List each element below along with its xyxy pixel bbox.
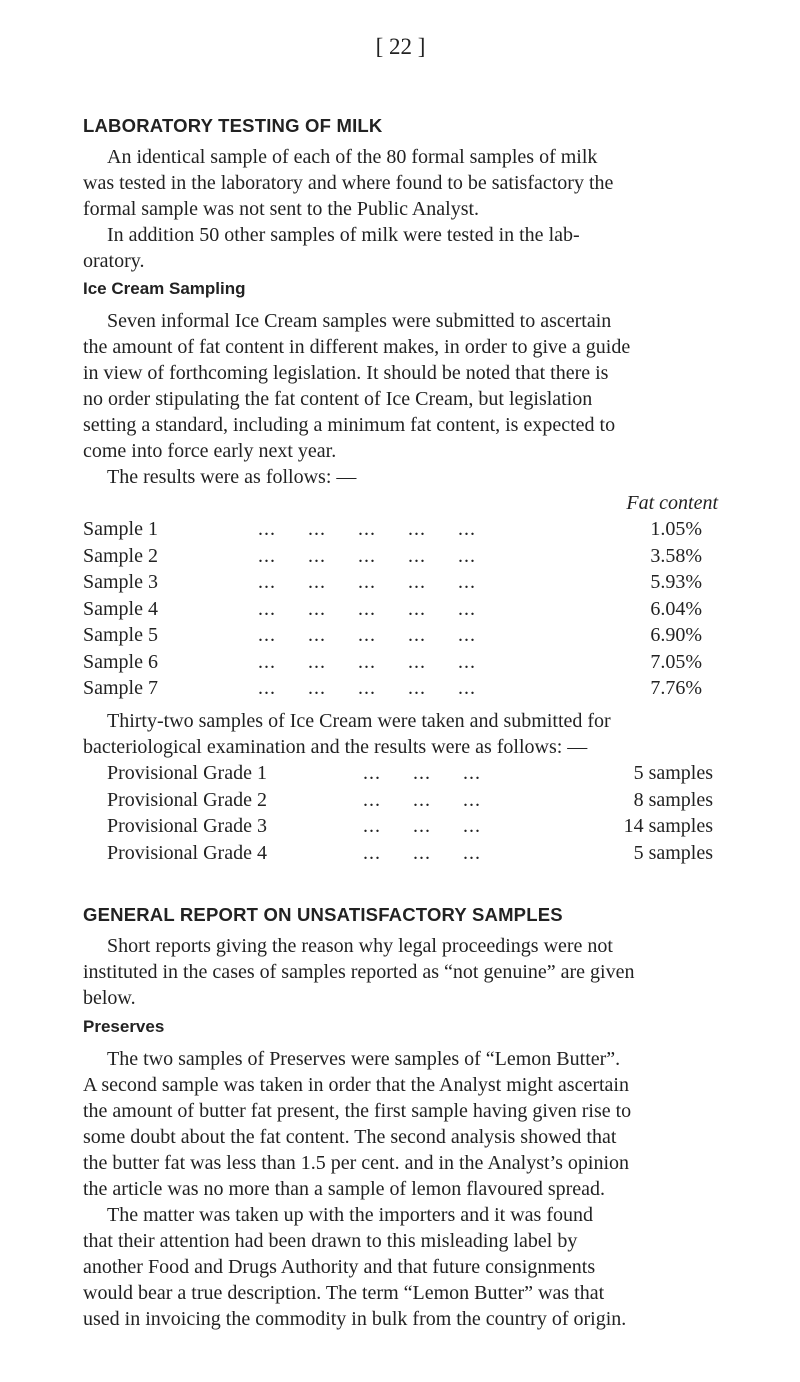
leader-dots: ... ... ... ... ... bbox=[258, 677, 476, 699]
fat-value: 6.04% bbox=[650, 597, 702, 620]
grade-label: Provisional Grade 4 bbox=[107, 841, 267, 864]
table-row bbox=[83, 622, 718, 649]
text-line: no order stipulating the fat content of Ice Cream, but legislation bbox=[83, 388, 593, 410]
text-line: the amount of butter fat present, the first sample having given rise to bbox=[83, 1100, 632, 1122]
fat-content-table bbox=[83, 516, 718, 702]
text-line: Seven informal Ice Cream samples were submitted to ascertain bbox=[107, 310, 612, 332]
fat-value: 6.90% bbox=[650, 624, 702, 646]
text-line: was tested in the laboratory and where found to be satisfactory the bbox=[83, 172, 614, 194]
table-row bbox=[83, 516, 718, 543]
text-line: The two samples of Preserves were samples of “Lemon Butter”. bbox=[107, 1048, 621, 1070]
heading-laboratory-testing: LABORATORY TESTING OF MILK bbox=[83, 115, 383, 136]
fat-content-header bbox=[83, 492, 718, 518]
text-line: the amount of fat content in different makes, in order to give a guide bbox=[83, 336, 631, 358]
text-line: would bear a true description. The term “Lemon Butter” was that bbox=[83, 1282, 605, 1304]
text-line: below. bbox=[83, 987, 136, 1009]
grade-label: Provisional Grade 3 bbox=[107, 815, 267, 837]
sample-label: Sample 5 bbox=[83, 624, 158, 646]
table-row bbox=[83, 543, 718, 570]
leader-dots: ... ... ... bbox=[363, 788, 481, 811]
leader-dots: ... ... ... ... ... bbox=[258, 650, 476, 673]
leader-dots: ... ... ... bbox=[363, 815, 481, 837]
fat-value: 3.58% bbox=[650, 544, 702, 567]
text-line: instituted in the cases of samples reported as “not genuine” are given bbox=[83, 961, 635, 983]
text-line: The matter was taken up with the importers and it was found bbox=[107, 1204, 593, 1226]
table-row bbox=[83, 813, 718, 840]
page-number: [ 22 ] bbox=[375, 34, 426, 59]
text-line: An identical sample of each of the 80 formal samples of milk bbox=[107, 146, 598, 168]
grade-label: Provisional Grade 2 bbox=[107, 788, 267, 811]
paragraph-general-report bbox=[83, 933, 718, 1011]
grade-count: 8 samples bbox=[633, 788, 713, 811]
sample-label: Sample 2 bbox=[83, 544, 158, 567]
table-row bbox=[83, 787, 718, 814]
leader-dots: ... ... ... ... ... bbox=[258, 624, 476, 646]
grade-count: 14 samples bbox=[623, 815, 713, 837]
sample-label: Sample 3 bbox=[83, 571, 158, 593]
text-line: some doubt about the fat content. The second analysis showed that bbox=[83, 1126, 617, 1148]
fat-content-column-header: Fat content bbox=[626, 492, 718, 514]
text-line: that their attention had been drawn to this misleading label by bbox=[83, 1230, 578, 1252]
text-line: Thirty-two samples of Ice Cream were taken and submitted for bbox=[107, 710, 611, 732]
leader-dots: ... ... ... ... ... bbox=[258, 544, 476, 567]
leader-dots: ... ... ... ... ... bbox=[258, 597, 476, 620]
text-line: come into force early next year. bbox=[83, 440, 337, 462]
paragraph-lab-testing bbox=[83, 144, 718, 274]
sample-label: Sample 6 bbox=[83, 650, 158, 673]
paragraph-bacteriological bbox=[83, 708, 718, 760]
fat-value: 5.93% bbox=[650, 571, 702, 593]
fat-value: 1.05% bbox=[650, 518, 702, 540]
table-row bbox=[83, 596, 718, 623]
grade-count: 5 samples bbox=[633, 841, 713, 864]
heading-general-report: GENERAL REPORT ON UNSATISFACTORY SAMPLES bbox=[83, 904, 563, 925]
text-line: another Food and Drugs Authority and that future consignments bbox=[83, 1256, 596, 1278]
paragraph-preserves bbox=[83, 1046, 718, 1332]
heading-preserves: Preserves bbox=[83, 1017, 165, 1036]
grade-count: 5 samples bbox=[633, 762, 713, 784]
text-line: the butter fat was less than 1.5 per cent. and in the Analyst’s opinion bbox=[83, 1152, 629, 1174]
text-line: A second sample was taken in order that the Analyst might ascertain bbox=[83, 1074, 629, 1096]
table-row bbox=[83, 840, 718, 867]
text-line: setting a standard, including a minimum fat content, is expected to bbox=[83, 414, 616, 436]
grade-label: Provisional Grade 1 bbox=[107, 762, 267, 784]
text-line: formal sample was not sent to the Public Analyst. bbox=[83, 198, 480, 220]
sample-label: Sample 1 bbox=[83, 518, 158, 540]
sample-label: Sample 4 bbox=[83, 597, 158, 620]
table-row bbox=[83, 569, 718, 596]
grade-table bbox=[83, 760, 718, 866]
text-line: used in invoicing the commodity in bulk from the country of origin. bbox=[83, 1308, 627, 1330]
text-line: Short reports giving the reason why legal proceedings were not bbox=[107, 935, 613, 957]
fat-value: 7.76% bbox=[650, 677, 702, 699]
text-line: the article was no more than a sample of lemon flavoured spread. bbox=[83, 1178, 606, 1200]
table-row bbox=[83, 675, 718, 702]
text-line: oratory. bbox=[83, 250, 145, 272]
results-intro: The results were as follows: — bbox=[107, 466, 357, 488]
text-line: bacteriological examination and the results were as follows: — bbox=[83, 736, 588, 758]
leader-dots: ... ... ... bbox=[363, 841, 481, 864]
leader-dots: ... ... ... ... ... bbox=[258, 518, 476, 540]
leader-dots: ... ... ... ... ... bbox=[258, 571, 476, 593]
table-row bbox=[83, 649, 718, 676]
text-line: in view of forthcoming legislation. It should be noted that there is bbox=[83, 362, 609, 384]
leader-dots: ... ... ... bbox=[363, 762, 481, 784]
table-row bbox=[83, 760, 718, 787]
heading-ice-cream-sampling: Ice Cream Sampling bbox=[83, 279, 246, 298]
fat-value: 7.05% bbox=[650, 650, 702, 673]
paragraph-ice-cream-intro bbox=[83, 308, 718, 490]
text-line: In addition 50 other samples of milk were tested in the lab- bbox=[107, 224, 580, 246]
sample-label: Sample 7 bbox=[83, 677, 158, 699]
